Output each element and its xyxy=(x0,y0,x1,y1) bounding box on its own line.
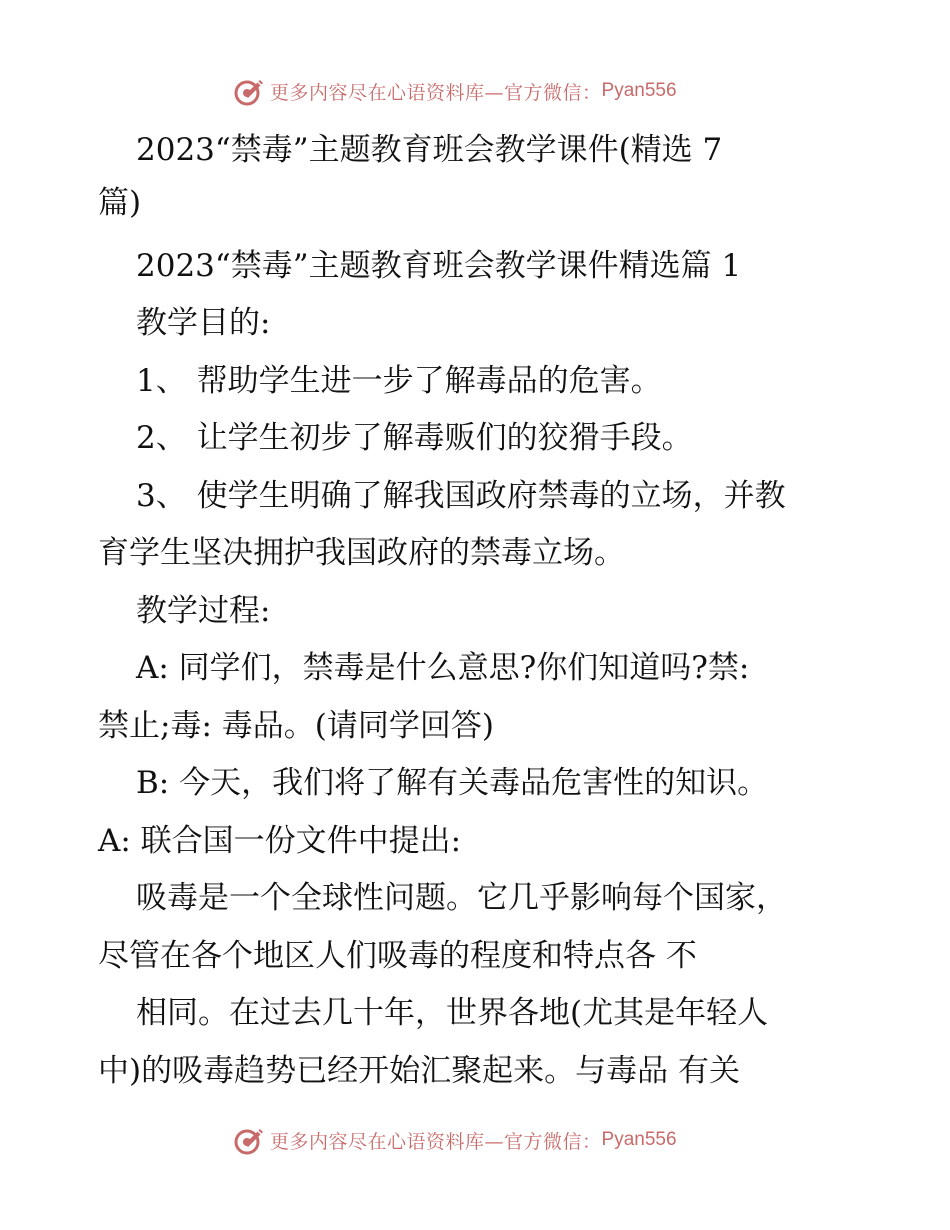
watermark-brand: Pyan556 xyxy=(601,1129,677,1150)
pen-logo-icon xyxy=(232,74,266,108)
paragraph-line: 1、 帮助学生进一步了解毒品的危害。 xyxy=(136,363,662,399)
paragraph-line: 2、 让学生初步了解毒贩们的狡猾手段。 xyxy=(136,420,693,456)
paragraph-line: B: 今天，我们将了解有关毒品危害性的知识。 xyxy=(136,765,769,801)
paragraph-line: 3、 使学生明确了解我国政府禁毒的立场，并教 xyxy=(136,478,786,514)
watermark-text: 更多内容尽在心语资料库—官方微信： xyxy=(270,81,602,104)
paragraph-line: 吸毒是一个全球性问题。它几乎影响每个国家， xyxy=(136,880,787,916)
pen-logo-icon xyxy=(232,1123,266,1157)
paragraph-line: 禁止;毒: 毒品。(请同学回答) xyxy=(98,708,494,744)
paragraph-line: 教学过程: xyxy=(136,593,271,629)
doc-title-line-2: 篇) xyxy=(98,185,142,221)
paragraph-line: 尽管在各个地区人们吸毒的程度和特点各 不 xyxy=(98,938,697,974)
paragraph-line: 中)的吸毒趋势已经开始汇聚起来。与毒品 有关 xyxy=(98,1053,740,1089)
watermark-banner-bottom xyxy=(232,1121,677,1159)
paragraph-line: 育学生坚决拥护我国政府的禁毒立场。 xyxy=(98,535,625,571)
watermark-text: 更多内容尽在心语资料库—官方微信： xyxy=(270,1130,602,1153)
watermark-banner-top xyxy=(232,72,677,110)
section-heading: 2023“禁毒”主题教育班会教学课件精选篇 1 xyxy=(136,248,742,284)
watermark-brand: Pyan556 xyxy=(601,80,677,101)
paragraph-line: A: 同学们，禁毒是什么意思?你们知道吗?禁: xyxy=(136,650,750,686)
paragraph-line: 教学目的: xyxy=(136,305,271,341)
doc-title-line-1: 2023“禁毒”主题教育班会教学课件(精选 7 xyxy=(136,132,723,168)
paragraph-line: A: 联合国一份文件中提出: xyxy=(98,823,462,859)
paragraph-line: 相同。在过去几十年，世界各地(尤其是年轻人 xyxy=(136,995,769,1031)
